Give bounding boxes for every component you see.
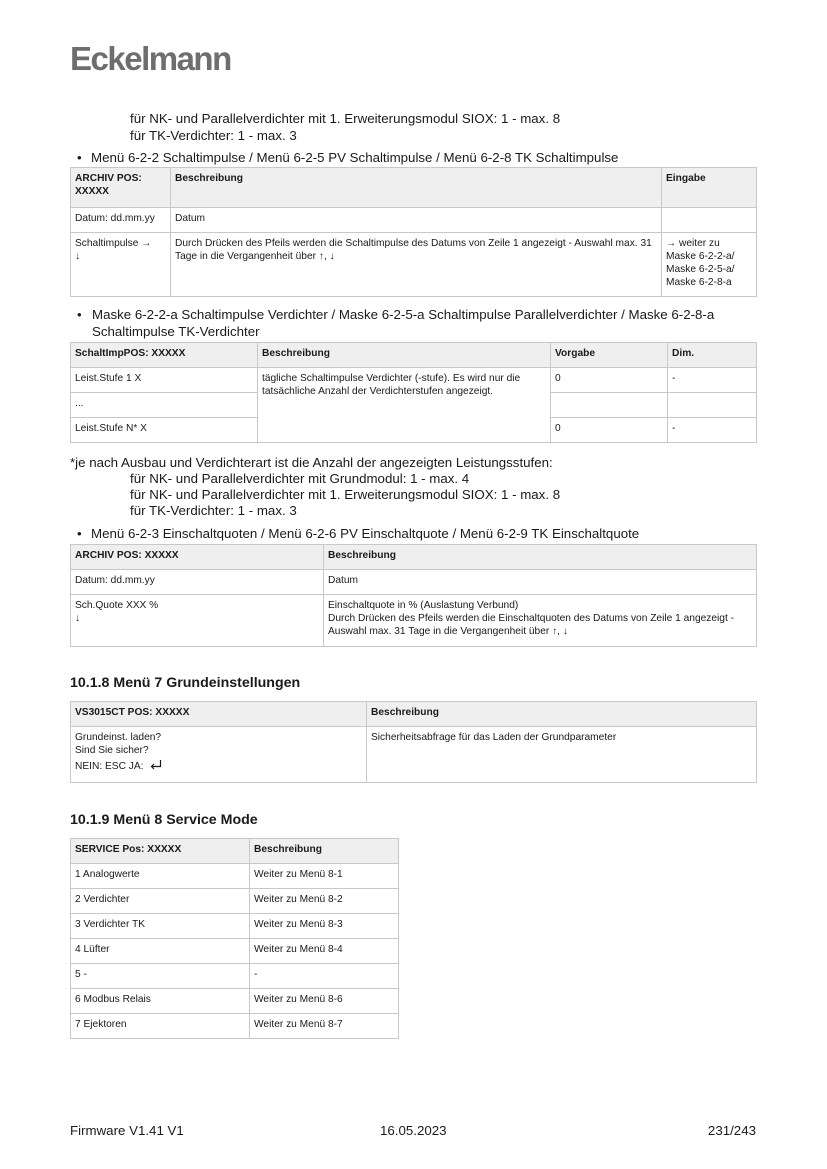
- table-cell: 4 Lüfter: [71, 939, 250, 964]
- grundeinstellungen-table: [70, 701, 757, 783]
- service-mode-table: [70, 838, 399, 1039]
- table-header: ARCHIV POS: XXXXX: [71, 545, 324, 570]
- section2-bullet: • Maske 6-2-2-a Schaltimpulse Verdichter / Maske 6-2-5-a Schaltimpulse Parallelverdichter / Maske 6-2-8-a Schaltimpulse TK-Verdichter: [77, 307, 715, 339]
- table-cell: 2 Verdichter: [71, 889, 250, 914]
- intro-line-1: für NK- und Parallelverdichter mit 1. Erweiterungsmodul SIOX: 1 - max. 8: [130, 111, 561, 126]
- down-arrow-icon: ↓: [75, 251, 81, 262]
- table-header: VS3015CT POS: XXXXX: [71, 702, 367, 727]
- table-cell: Weiter zu Menü 8-7: [250, 1014, 399, 1039]
- table-cell: Datum: dd.mm.yy: [71, 208, 171, 233]
- cell-line: Schaltimpulse →: [75, 238, 152, 249]
- table-cell: [71, 727, 367, 783]
- cell-line: Maske 6-2-5-a/: [666, 264, 735, 275]
- table-cell: [668, 393, 757, 418]
- table-cell: Sicherheitsabfrage für das Laden der Grundparameter: [367, 727, 757, 783]
- cell-line: Maske 6-2-8-a: [666, 277, 732, 288]
- table-cell: 1 Analogwerte: [71, 864, 250, 889]
- heading-menu-8: 10.1.9 Menü 8 Service Mode: [70, 812, 258, 828]
- schaltimpulse-table: [70, 167, 757, 297]
- cell-line: Maske 6-2-2-a/: [666, 251, 735, 262]
- section3-bullet: • Menü 6-2-3 Einschaltquoten / Menü 6-2-6 PV Einschaltquote / Menü 6-2-9 TK Einschaltquote: [77, 526, 640, 541]
- table-cell: Weiter zu Menü 8-3: [250, 914, 399, 939]
- heading-menu-7: 10.1.8 Menü 7 Grundeinstellungen: [70, 675, 301, 691]
- table-header: Eingabe: [662, 168, 757, 208]
- cell-line: Durch Drücken des Pfeils werden die Einschaltquoten des Datums von Zeile 1 angezeigt - Auswahl max. 31 Tage in die Vergangenheit über ↑, ↓: [328, 613, 735, 637]
- footer-page-number: 231/243: [707, 1123, 756, 1138]
- table-header: Beschreibung: [250, 839, 399, 864]
- table-cell: Weiter zu Menü 8-1: [250, 864, 399, 889]
- table-cell: ...: [71, 393, 258, 418]
- table-cell: [324, 595, 757, 647]
- cell-line: Einschaltquote in % (Auslastung Verbund): [328, 600, 519, 611]
- table-cell: 6 Modbus Relais: [71, 989, 250, 1014]
- table-cell: Weiter zu Menü 8-6: [250, 989, 399, 1014]
- table-cell: Weiter zu Menü 8-4: [250, 939, 399, 964]
- table-cell: 5 -: [71, 964, 250, 989]
- table-cell: [662, 233, 757, 297]
- enter-key-icon: [150, 759, 162, 774]
- table-header: SchaltImpPOS: XXXXX: [71, 343, 258, 368]
- schaltimp-pos-table: [70, 342, 757, 443]
- table-header: ARCHIV POS: XXXXX: [71, 168, 171, 208]
- note-main: *je nach Ausbau und Verdichterart ist die Anzahl der angezeigten Leistungsstufen:: [70, 455, 553, 470]
- table-cell: Leist.Stufe N* X: [71, 418, 258, 443]
- table-cell: [71, 595, 324, 647]
- company-logo: Eckelmann: [70, 40, 231, 77]
- einschaltquote-table: [70, 544, 757, 647]
- table-cell: Datum: dd.mm.yy: [71, 570, 324, 595]
- table-cell: Weiter zu Menü 8-2: [250, 889, 399, 914]
- footer-date: 16.05.2023: [380, 1123, 447, 1138]
- cell-line: → weiter zu: [666, 238, 720, 249]
- table-cell: Datum: [324, 570, 757, 595]
- table-cell: [662, 208, 757, 233]
- table-cell: 0: [551, 418, 668, 443]
- cell-line: Sind Sie sicher?: [75, 745, 149, 756]
- table-header: Dim.: [668, 343, 757, 368]
- cell-line: Grundeinst. laden?: [75, 732, 162, 743]
- cell-line: NEIN: ESC JA:: [75, 759, 362, 774]
- footer-firmware: Firmware V1.41 V1: [70, 1123, 184, 1138]
- table-header: Beschreibung: [324, 545, 757, 570]
- table-header: Vorgabe: [551, 343, 668, 368]
- table-cell: 0: [551, 368, 668, 393]
- table-header: Beschreibung: [171, 168, 662, 208]
- table-cell: [551, 393, 668, 418]
- cell-line: Sch.Quote XXX %: [75, 600, 159, 611]
- table-header: SERVICE Pos: XXXXX: [71, 839, 250, 864]
- table-cell: -: [250, 964, 399, 989]
- table-cell: [71, 233, 171, 297]
- note-line-2: für NK- und Parallelverdichter mit 1. Erweiterungsmodul SIOX: 1 - max. 8: [130, 487, 561, 502]
- table-cell: Leist.Stufe 1 X: [71, 368, 258, 393]
- note-line-1: für NK- und Parallelverdichter mit Grundmodul: 1 - max. 4: [130, 471, 470, 486]
- table-cell: 7 Ejektoren: [71, 1014, 250, 1039]
- table-cell: tägliche Schaltimpulse Verdichter (-stufe). Es wird nur die tatsächliche Anzahl der Verdichterstufen angezeigt.: [258, 368, 551, 443]
- down-arrow-icon: ↓: [75, 613, 81, 624]
- section1-bullet: • Menü 6-2-2 Schaltimpulse / Menü 6-2-5 PV Schaltimpulse / Menü 6-2-8 TK Schaltimpulse: [77, 150, 619, 165]
- note-line-3: für TK-Verdichter: 1 - max. 3: [130, 503, 297, 518]
- table-cell: Datum: [171, 208, 662, 233]
- table-cell: 3 Verdichter TK: [71, 914, 250, 939]
- table-cell: -: [668, 418, 757, 443]
- table-cell: Durch Drücken des Pfeils werden die Schaltimpulse des Datums von Zeile 1 angezeigt - Auswahl max. 31 Tage in die Vergangenheit über ↑, ↓: [171, 233, 662, 297]
- table-cell: -: [668, 368, 757, 393]
- intro-line-2: für TK-Verdichter: 1 - max. 3: [130, 128, 297, 143]
- table-header: Beschreibung: [367, 702, 757, 727]
- table-header: Beschreibung: [258, 343, 551, 368]
